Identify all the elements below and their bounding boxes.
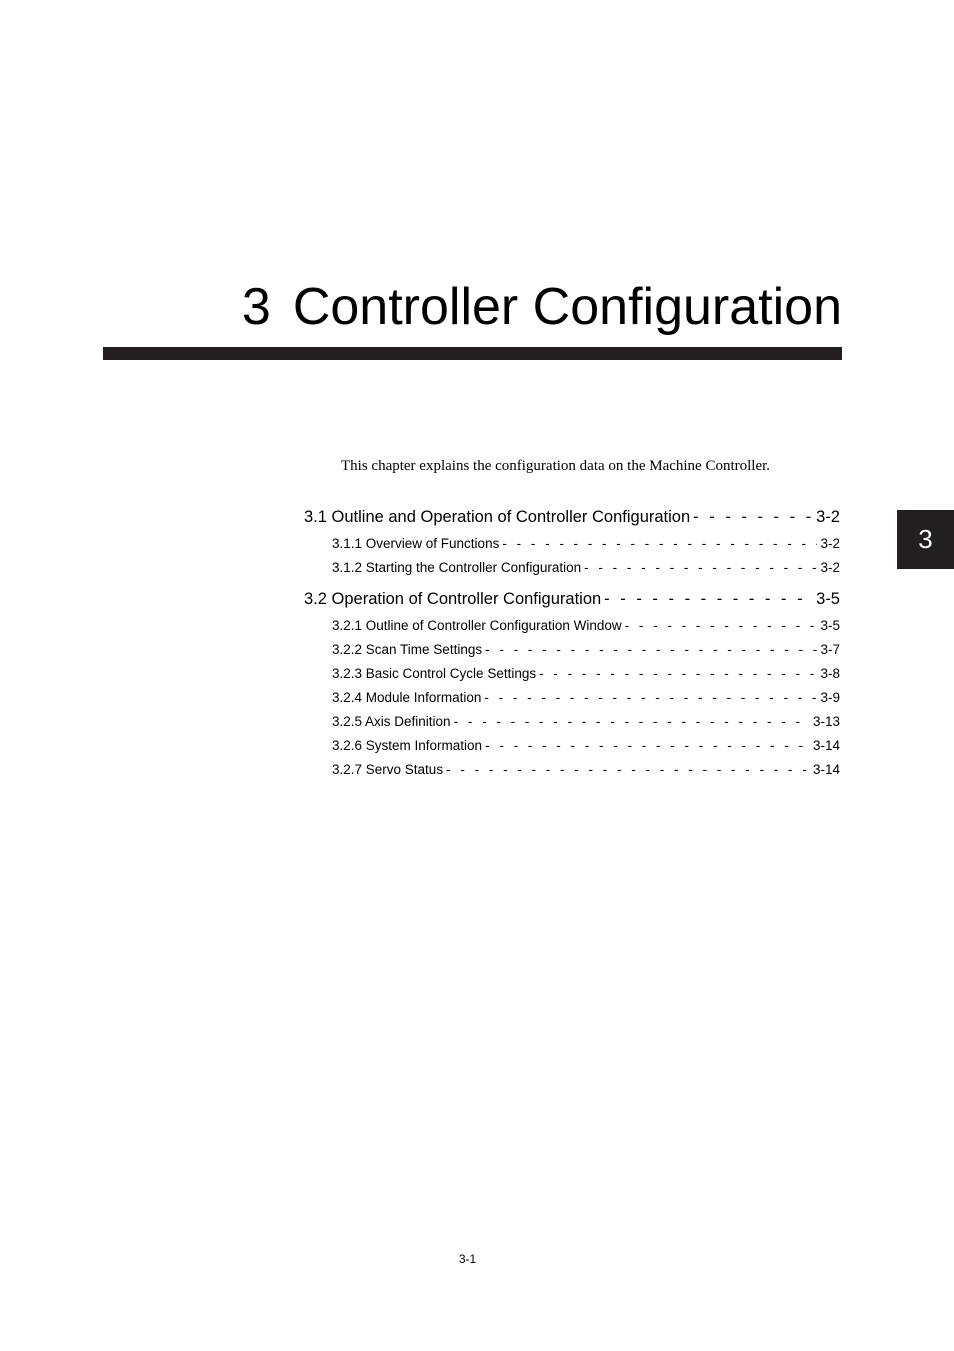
page-footer [0,1252,935,1266]
chapter-tab [897,510,954,569]
toc-leader [584,560,817,575]
toc-subsection-3-2-1[interactable] [332,618,840,638]
toc-section-label: 3.1 Outline and Operation of Controller Configuration [304,508,691,526]
toc-leader [625,618,818,633]
toc-subsection-label: 3.1.1 Overview of Functions [332,536,500,551]
toc-subsection-3-2-5[interactable] [332,714,840,734]
page-number: 3-1 [458,1252,477,1266]
toc-page-number: 3-14 [812,738,840,753]
toc-subsection-3-1-2[interactable] [332,560,840,580]
chapter-title: Controller Configuration [292,278,842,336]
toc-subsection-3-2-4[interactable] [332,690,840,710]
toc-leader [484,690,817,705]
chapter-number: 3 [241,278,271,336]
toc-subsection-3-2-2[interactable] [332,642,840,662]
toc-subsection-label: 3.2.5 Axis Definition [332,714,451,729]
toc-page-number: 3-7 [820,642,840,657]
toc-leader [502,536,817,551]
toc-leader [539,666,817,681]
chapter-tab-number: 3 [918,524,933,554]
toc-leader [604,590,813,609]
toc-page-number: 3-14 [812,762,840,777]
toc-section-3-1[interactable] [304,508,840,532]
toc-leader [485,642,817,657]
toc-page-number: 3-5 [820,618,840,633]
toc-subsection-label: 3.2.7 Servo Status [332,762,444,777]
toc-leader [454,714,810,729]
toc-subsection-label: 3.2.3 Basic Control Cycle Settings [332,666,537,681]
toc-subsection-label: 3.2.4 Module Information [332,690,482,705]
toc-page-number: 3-2 [820,536,840,551]
toc-subsection-3-2-3[interactable] [332,666,840,686]
toc-page-number: 3-2 [816,508,840,526]
toc-page-number: 3-2 [820,560,840,575]
toc-subsection-3-2-6[interactable] [332,738,840,758]
toc-subsection-label: 3.2.6 System Information [332,738,483,753]
toc-leader [485,738,810,753]
toc-section-3-2[interactable] [304,590,840,614]
toc-subsection-label: 3.2.2 Scan Time Settings [332,642,483,657]
chapter-intro: This chapter explains the configuration data on the Machine Controller. [341,458,771,474]
toc-page-number: 3-9 [820,690,840,705]
toc-leader [693,508,813,527]
toc-page-number: 3-8 [820,666,840,681]
toc-subsection-label: 3.1.2 Starting the Controller Configuration [332,560,582,575]
toc-page-number: 3-13 [812,714,840,729]
toc-subsection-3-1-1[interactable] [332,536,840,556]
toc-page-number: 3-5 [816,590,840,608]
toc-leader [446,762,810,777]
toc-subsection-label: 3.2.1 Outline of Controller Configuration Window [332,618,622,633]
toc-subsection-3-2-7[interactable] [332,762,840,782]
toc-section-label: 3.2 Operation of Controller Configuration [304,590,602,608]
